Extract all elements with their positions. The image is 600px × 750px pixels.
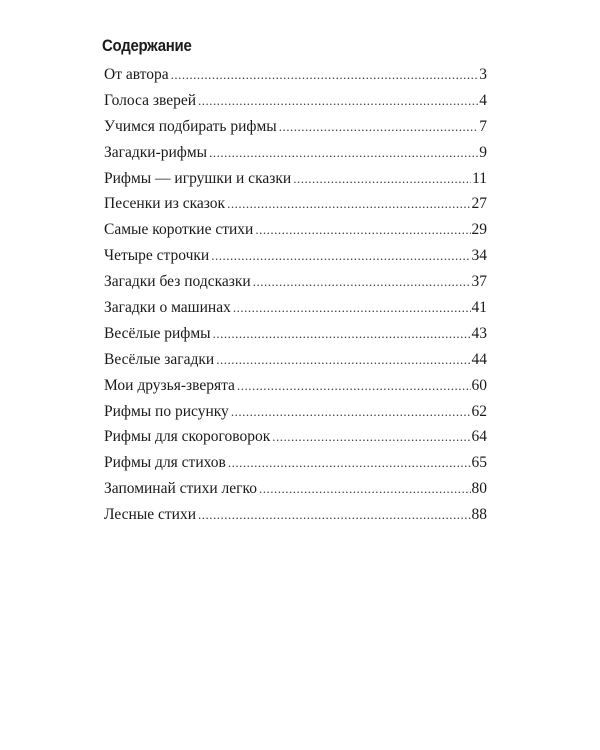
toc-entry[interactable] [104,92,487,118]
dot-leader [209,145,478,161]
toc-entry-page: 64 [471,428,487,446]
toc-entry-page: 37 [471,273,487,291]
toc-entry-page: 27 [471,195,487,213]
toc-entry-page: 29 [471,221,487,239]
toc-entry[interactable] [104,325,487,351]
dot-leader [255,222,470,238]
toc-entry-page: 7 [479,117,487,135]
toc-entry[interactable] [104,170,487,196]
dot-leader [253,274,471,290]
toc-entry[interactable] [104,377,487,403]
dot-leader [259,481,471,497]
dot-leader [272,429,470,445]
toc-entry-page: 60 [471,376,487,394]
toc-entry[interactable] [104,247,487,273]
toc-entry-page: 41 [471,299,487,317]
toc-entry-title: Загадки-рифмы [104,143,208,161]
toc-entry-page: 11 [472,169,487,187]
toc-entry-title: Учимся подбирать рифмы [104,117,277,135]
dot-leader [216,352,470,368]
toc-entry[interactable] [104,66,487,92]
dot-leader [231,404,471,420]
toc-entry-title: Мои друзья-зверята [104,376,235,394]
dot-leader [227,196,470,212]
toc-entry[interactable] [104,273,487,299]
toc-entry-title: Весёлые рифмы [104,324,211,342]
toc-entry[interactable] [104,299,487,325]
toc-entry-title: Запоминай стихи легко [104,480,257,498]
toc-entry-title: Песенки из сказок [104,195,226,213]
toc-entry[interactable] [104,118,487,144]
toc-entry-page: 62 [471,402,487,420]
toc-entry[interactable] [104,195,487,221]
toc-entry-title: От автора [104,66,169,83]
dot-leader [213,326,471,342]
toc-entry[interactable] [104,221,487,247]
toc-entry-title: Рифмы по рисунку [104,402,229,420]
toc-entry-page: 44 [471,350,487,368]
dot-leader [279,119,479,135]
toc-entry-title: Четыре строчки [104,247,210,265]
toc-entry[interactable] [104,351,487,377]
toc-entry[interactable] [104,403,487,429]
page-title: Содержание [102,36,192,55]
dot-leader [228,455,471,471]
toc-entry-page: 9 [479,143,487,161]
toc-entry-title: Загадки без подсказки [104,273,251,291]
dot-leader [293,171,471,187]
toc-entry-page: 80 [471,480,487,498]
toc-entry-title: Рифмы — игрушки и сказки [104,169,292,187]
toc-entry-title: Рифмы для скороговорок [104,428,271,446]
toc-entry-title: Весёлые загадки [104,350,215,368]
dot-leader [211,248,470,264]
toc-entry[interactable] [104,428,487,454]
toc-entry-page: 3 [479,66,487,83]
toc-entry-page: 4 [479,91,487,109]
toc-entry-page: 65 [471,454,487,472]
dot-leader [171,67,479,83]
dot-leader [198,93,478,109]
toc-entry-page: 88 [471,506,487,524]
toc-entry[interactable] [104,480,487,506]
table-of-contents [104,66,487,532]
toc-entry[interactable] [104,144,487,170]
toc-entry-title: Загадки о машинах [104,299,231,317]
toc-entry[interactable] [104,454,487,480]
toc-entry-title: Голоса зверей [104,91,196,109]
toc-entry[interactable] [104,506,487,532]
dot-leader [233,300,471,316]
toc-entry-page: 34 [471,247,487,265]
toc-entry-title: Лесные стихи [104,506,197,524]
toc-entry-title: Рифмы для стихов [104,454,226,472]
toc-entry-title: Самые короткие стихи [104,221,254,239]
dot-leader [198,507,470,523]
toc-entry-page: 43 [471,324,487,342]
dot-leader [237,378,471,394]
